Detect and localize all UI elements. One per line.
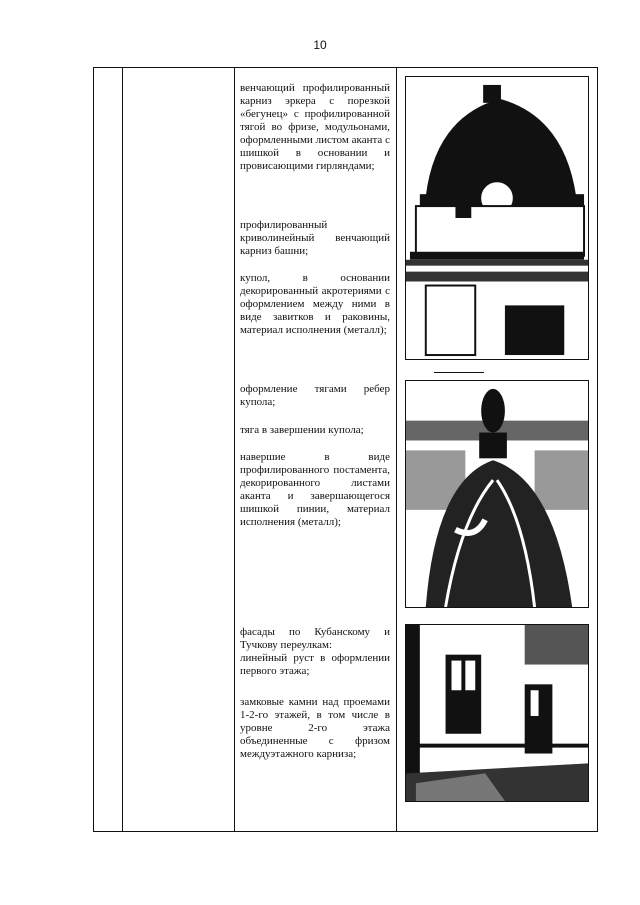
row-2-text <box>240 383 390 409</box>
row-3-text <box>240 626 390 678</box>
photo-facade <box>405 624 589 802</box>
paragraph: замковые камни над проемами 1-2-го этажей, в том числе в уровне 2-го этажа объединенные с фризом междуэтажного карниза; <box>240 696 390 760</box>
paragraph: профилированный криволинейный венчающий карниз башни; <box>240 219 390 257</box>
document-table <box>93 67 598 832</box>
paragraph: линейный руст в оформлении первого этажа; <box>240 652 390 677</box>
row-2-text-3 <box>240 451 390 529</box>
column-divider <box>234 68 235 831</box>
row-1-text <box>240 82 390 173</box>
photo-dome-finial <box>405 380 589 608</box>
paragraph: навершие в виде профилированного постамента, декорированного листами аканта и завершающегося шишкой пинии, материал исполнения (металл); <box>240 451 390 528</box>
row-1-text-3 <box>240 272 390 337</box>
paragraph: купол, в основании декорированный акротериями с оформлением между ними в виде завитков и раковины, материал исполнения (металл); <box>240 272 390 336</box>
column-divider <box>396 68 397 831</box>
row-2-text-2 <box>240 424 390 437</box>
separator-line <box>434 372 484 373</box>
row-3-text-2 <box>240 696 390 761</box>
photo-dome-tower <box>405 76 589 360</box>
paragraph: фасады по Кубанскому и Тучкову переулкам: <box>240 626 390 651</box>
row-1-text-2 <box>240 219 390 258</box>
column-divider <box>122 68 123 831</box>
page-number: 10 <box>313 38 327 52</box>
paragraph: оформление тягами ребер купола; <box>240 383 390 408</box>
paragraph: венчающий профилированный карниз эркера с порезкой «бегунец» с профилированной тягой во фризе, модульонами, оформленными листом аканта с шишкой в основании и провисающими гирляндами; <box>240 82 390 172</box>
paragraph: тяга в завершении купола; <box>240 424 364 436</box>
